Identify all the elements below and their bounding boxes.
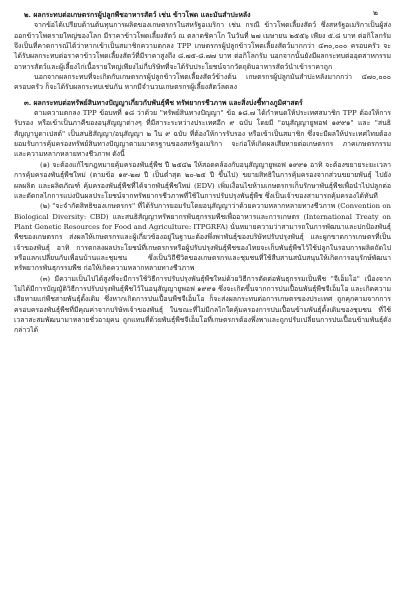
- section-3-item-3: (๓) มีความเป็นไปได้สูงที่จะมีการใช้วิธีการปรับปรุงพันธุ์พืชใหม่ด้วยวิธีการตัดต่อพันธุกรรมเป็นพืช "จีเอ็มโอ" เนื่องจากไม่ได้มีการบัญญัติวิธีการปรับปรุงพันธุ์พืชไว้ในอนุสัญญายูพอฟ ๑๙๙๑ ซึ่งจะเกิดขึ้นจากการปนเปื้อนพันธุ์พืชจีเอ็มโอ และเกิดความเสียหายแก่พืชสายพันธุ์ดั้งเดิม ซึ่งหากเกิดการปนเปื้อนพืชจีเอ็มโอ ก็จะส่งผลกระทบต่อการเกษตรของประเทศ ถูกคุกคามจากการครอบครองพันธุ์พืชที่มีคุณค่าจากบริษัทเจ้าของพันธุ์ ในขณะที่ไม่มีกลไกใดคุ้มครองการปนเปื้อนข้ามพันธุ์ดั้งเดิมของชุมชน ที่ใช้เวลาสะสมพัฒนามาหลายชั่วอายุคน ถูกแทนที่ด้วยพันธุ์พืชจีเอ็มโอที่เกษตรกรต้องพึ่งพาและถูกปรับเปลี่ยนการปนเปื้อนข้ามพันธุ์ดังกล่าวได้: [14, 274, 391, 335]
- section-2-paragraph-2: นอกจากผลกระทบที่จะเกิดกับเกษตรกรผู้ปลูกข้าวโพดเลี้ยงสัตว์ข้างต้น เกษตรกรผู้ปลูกมันสำปะหลังมากกว่า ๔๗๐,๐๐๐ ครอบครัว ก็จะได้รับผลกระทบเช่นกัน หากมีจำนวนเกษตรกรผู้เลี้ยงสัตว์ลดลง: [14, 73, 391, 92]
- section-3-item-2: (๒) "จะจำกัดสิทธิของเกษตรกร" ที่ได้รับการยอมรับโดยอนุสัญญาว่าด้วยความหลากหลายทางชีวภาพ (Convention on Biological Diversity: CBD) และสนธิสัญญาทรัพยากรพันธุกรรมพืชเพื่ออาหารและการเกษตร (International Treaty on Plant Genetic Resources for Food and Agriculture: ITPGRFA) นั่นหมายความว่าสามารถในการพัฒนาและปกป้องพันธุ์พืชของเกษตรกร ส่งผลให้เกษตรกรและผู้เกี่ยวข้องอยู่ในฐานะต้องพึ่งพาพันธุ์ของบริษัทปรับปรุงพันธุ์ และผูกขาดการเกษตรที่เป็นเจ้าของพันธุ์ อาทิ การตกลงผลประโยชน์ที่เกษตรกรหรือผู้ปรับปรุงพันธุ์พืชของไทยจะเก็บพันธุ์พืชไว้ใช้ปลูกในรอบการผลิตถัดไป หรือแลกเปลี่ยนกับเพื่อนบ้านและชุมชน ซึ่งเป็นวิถีชีวิตของเกษตรกรและชุมชนที่ใช้สืบสานสนับสนุนให้เกิดการอนุรักษ์พัฒนาทรัพยากรพันธุกรรมพืช ก่อให้เกิดความหลากหลายทางชีวภาพ: [14, 202, 391, 273]
- section-2-paragraph-1: จากข้อได้เปรียบด้านต้นทุนการผลิตของเกษตรกรในสหรัฐอเมริกา เช่น กรณี ข้าวโพดเลี้ยงสัตว์ ซึ่งสหรัฐอเมริกาเป็นผู้ส่งออกข้าวโพดรายใหญ่ของโลก มีราคาข้าวโพดเลี้ยงสัตว์ ณ ตลาดชิคาโก ในวันที่ ๒๗ เมษายน ๒๕๕๖ เพียง ๕.๘ บาท ต่อกิโลกรัม จึงเป็นที่คาดการณ์ได้ว่าหากเข้าเป็นสมาชิกความตกลง TPP เกษตรกรผู้ปลูกข้าวโพดเลี้ยงสัตว์มากกว่า ๔๓๐,๐๐๐ ครอบครัว จะได้รับผลกระทบต่อราคาข้าวโพดเลี้ยงสัตว์ที่มีราคาสูงถึง ๘.๗๕-๘.๗๗ บาท ต่อกิโลกรัม นอกจากนั้นยังมีผลกระทบต่ออุตสาหกรรมอาหารสัตว์และผู้เลี้ยงไก่เนื้อรายใหญ่เพียงไม่กี่บริษัทที่จะได้รับประโยชน์จากวัตถุดิบอาหารสัตว์นำเข้าราคาถูก: [14, 21, 391, 71]
- document-body: [14, 10, 391, 336]
- section-3-item-1: (๑) จะต้องแก้ไขกฎหมายคุ้มครองพันธุ์พืช ปี ๒๕๔๒ ให้สอดคล้องกับอนุสัญญายูพอฟ ๑๙๙๑ อาทิ จะต้องขยายระยะเวลาการคุ้มครองพันธุ์พืชใหม่ (ตามข้อ ๑๙-๒๗ ปี เป็นต่ำสุด ๒๐-๒๕ ปี ขึ้นไป) ขยายสิทธิในการคุ้มครองจากส่วนขยายพันธุ์ ไปยังผลผลิต และผลิตภัณฑ์ คุ้มครองพันธุ์พืชที่ได้จากพันธุ์พืชใหม่ (EDV) เพิ่มเงื่อนไขห้ามเกษตรกรเก็บรักษาพันธุ์พืชเพื่อนำไปปลูกต่อ และตัดกลไกการแบ่งปันผลประโยชน์จากทรัพยากรชีวภาพที่ใช้ในการปรับปรุงพันธุ์พืช ซึ่งเป็นเจ้าของสามารถคุ้มครองได้ทันที: [14, 160, 391, 200]
- section-heading-3: ๓. ผลกระทบต่อทรัพย์สินทางปัญญาเกี่ยวกับพันธุ์พืช ทรัพยากรชีวภาพ และสิ่งบ่งชี้ทางภูมิศาสตร์: [24, 98, 303, 107]
- section-heading-2: ๒. ผลกระทบต่อเกษตรกรผู้ปลูกพืชอาหารสัตว์ เช่น ข้าวโพด และมันสำปะหลัง: [24, 11, 251, 19]
- section-3-paragraph-1: ตามความตกลง TPP ข้อบทที่ ๑๘ ว่าด้วย "ทรัพย์สินทางปัญญา" ข้อ ๑๘.๗ ได้กำหนดให้ประเทศสมาชิก TPP ต้องให้การรับรอง หรือเข้าเป็นภาคีของอนุสัญญาต่างๆ ที่มีสาระระหว่างประเทศอีก ๙ ฉบับ โดยมี "อนุสัญญายูพอฟ ๑๙๙๑" และ "สนธิสัญญาบูดาเปสต์" เป็นสนธิสัญญา/อนุสัญญา ๒ ใน ๙ ฉบับ ที่ต้องให้การรับรอง หรือเข้าเป็นสมาชิก ซึ่งจะมีผลให้ประเทศไทยต้องยอมรับการคุ้มครองทรัพย์สินทางปัญญาตามมาตรฐานของสหรัฐอเมริกา จะก่อให้เกิดผลเสียหายต่อเกษตรกร ภาคเกษตรกรรม และความหลากหลายทางชีวภาพ ดังนี้: [14, 109, 391, 159]
- page-number: ๒: [373, 8, 378, 17]
